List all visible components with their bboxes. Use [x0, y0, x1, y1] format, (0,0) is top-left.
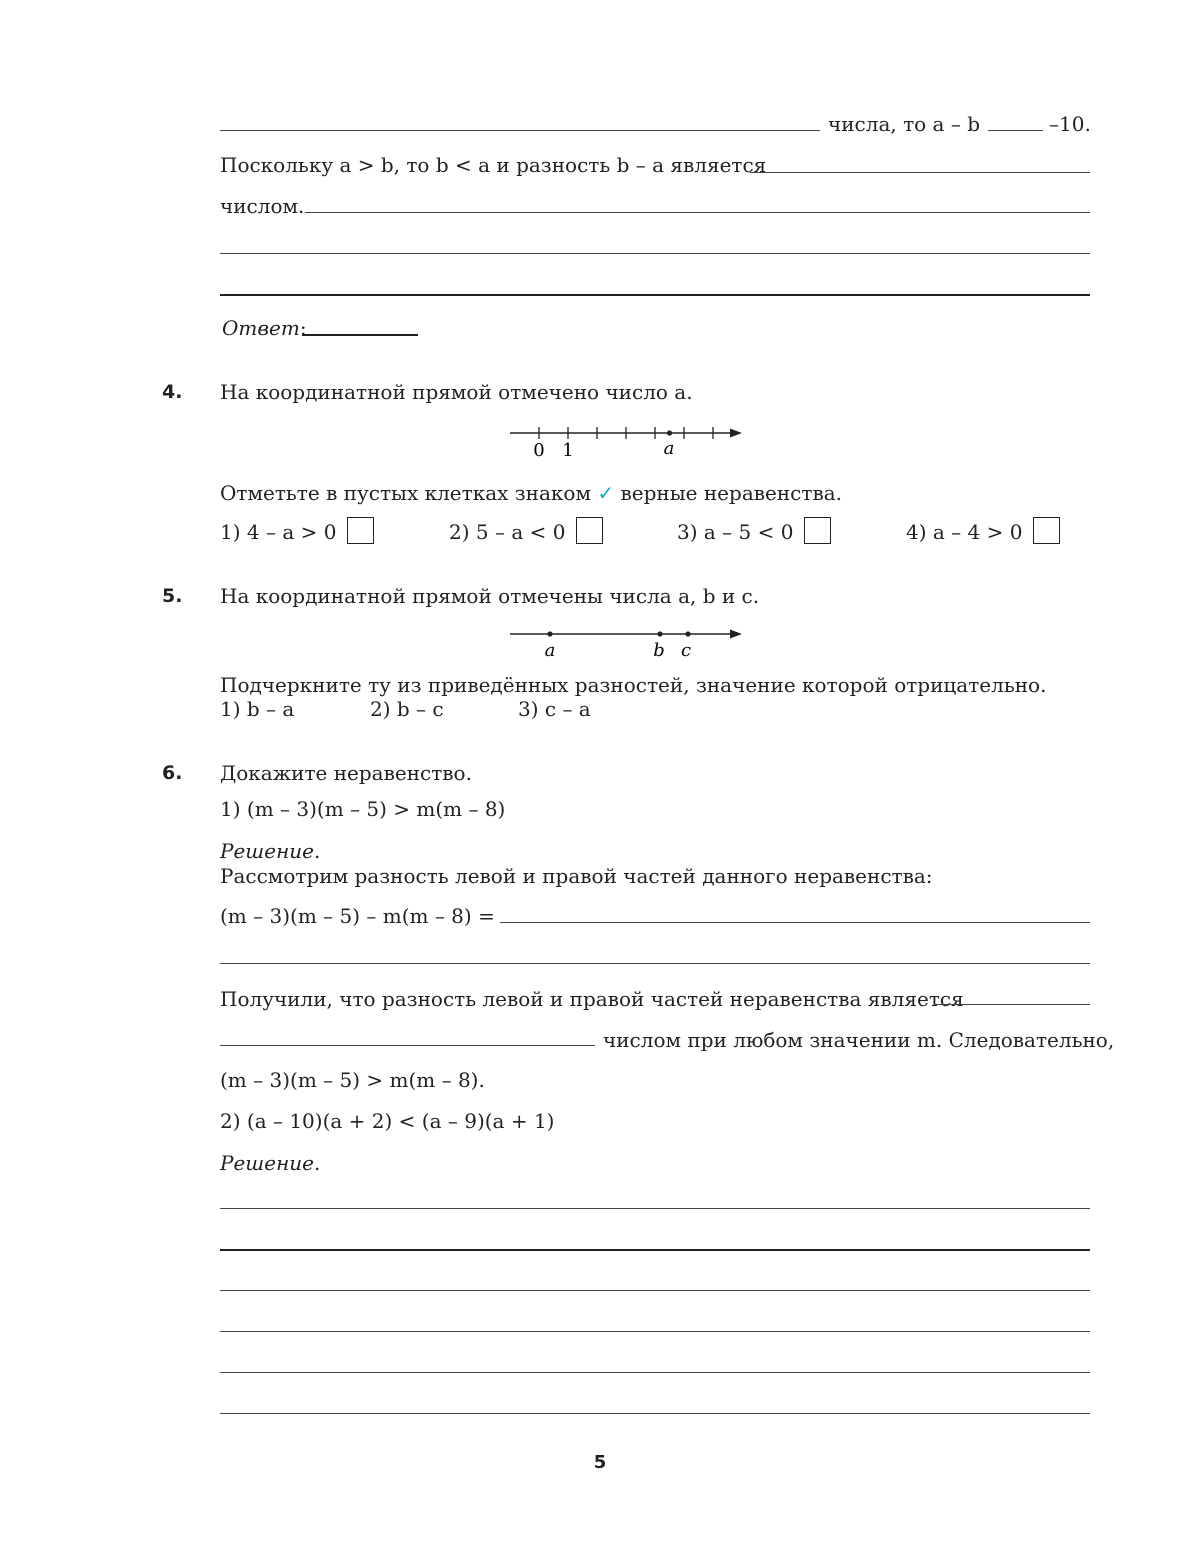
conclusion: (m – 3)(m – 5) > m(m – 8). — [220, 1068, 485, 1092]
point-label-c: c — [680, 640, 692, 661]
answer-label: Ответ: — [222, 316, 307, 340]
item-2: 2) (a – 10)(a + 2) < (a – 9)(a + 1) — [220, 1109, 555, 1133]
checkbox-3[interactable] — [804, 517, 831, 544]
point-c — [685, 631, 690, 636]
task-number: 6. — [162, 762, 183, 784]
checkbox-1[interactable] — [347, 517, 374, 544]
point-label-a: a — [663, 438, 675, 459]
task-text: На координатной прямой отмечены числа a, b и c. — [220, 584, 760, 608]
point-a — [547, 631, 552, 636]
answer-line[interactable] — [220, 1208, 1090, 1209]
answer-line[interactable] — [934, 1004, 1090, 1005]
answer-line[interactable] — [220, 1372, 1090, 1373]
instruction: Подчеркните ту из приведённых разностей, значение которой отрицательно. — [220, 673, 1047, 697]
instruction: Отметьте в пустых клетках знаком ✓ верные неравенства. — [220, 481, 842, 505]
number-line-4 — [500, 420, 760, 465]
answer-line[interactable] — [220, 1290, 1090, 1291]
answer-line[interactable] — [220, 294, 1090, 296]
point-label-a: a — [544, 640, 556, 661]
solution-label: Решение. — [220, 839, 321, 863]
number-line-5 — [500, 622, 760, 662]
option-4: 4) a – 4 > 0 — [906, 520, 1023, 544]
checkmark-icon: ✓ — [597, 481, 615, 505]
text-line: –10. — [1049, 112, 1091, 136]
answer-line[interactable] — [220, 1045, 595, 1046]
answer-line[interactable] — [305, 212, 1090, 213]
text-line: Получили, что разность левой и правой частей неравенства является — [220, 987, 964, 1011]
tick-label-0: 0 — [533, 440, 545, 461]
answer-line[interactable] — [220, 1413, 1090, 1414]
text-line: Рассмотрим разность левой и правой частей данного неравенства: — [220, 864, 933, 888]
answer-line[interactable] — [500, 922, 1090, 923]
text-line: числа, то a – b — [828, 112, 981, 136]
point-b — [657, 631, 662, 636]
answer-line[interactable] — [988, 130, 1043, 131]
answer-line[interactable] — [750, 172, 1090, 173]
checkbox-2[interactable] — [576, 517, 603, 544]
answer-field[interactable] — [302, 334, 418, 336]
answer-line[interactable] — [220, 253, 1090, 254]
option-3: 3) a – 5 < 0 — [677, 520, 794, 544]
page-number: 5 — [593, 1452, 607, 1473]
answer-line[interactable] — [220, 963, 1090, 964]
option-1: 1) 4 – a > 0 — [220, 520, 337, 544]
text-line: числом. — [220, 194, 305, 218]
task-number: 4. — [162, 381, 183, 403]
point-a — [667, 430, 672, 435]
answer-line[interactable] — [220, 1331, 1090, 1332]
tick-label-1: 1 — [562, 440, 574, 461]
task-text: Докажите неравенство. — [220, 761, 472, 785]
option-2: 2) 5 – a < 0 — [449, 520, 566, 544]
point-label-b: b — [653, 640, 665, 661]
option-1[interactable]: 1) b – a — [220, 697, 295, 721]
item-1: 1) (m – 3)(m – 5) > m(m – 8) — [220, 797, 506, 821]
solution-label: Решение. — [220, 1151, 321, 1175]
answer-line[interactable] — [220, 1249, 1090, 1251]
task-text: На координатной прямой отмечено число a. — [220, 380, 693, 404]
text-line: Поскольку a > b, то b < a и разность b – a является — [220, 153, 767, 177]
option-2[interactable]: 2) b – c — [370, 697, 444, 721]
answer-line[interactable] — [220, 130, 820, 131]
expression: (m – 3)(m – 5) – m(m – 8) = — [220, 904, 495, 928]
checkbox-4[interactable] — [1033, 517, 1060, 544]
task-number: 5. — [162, 585, 183, 607]
option-3[interactable]: 3) c – a — [518, 697, 591, 721]
text-line: числом при любом значении m. Следовательно, — [603, 1028, 1115, 1052]
